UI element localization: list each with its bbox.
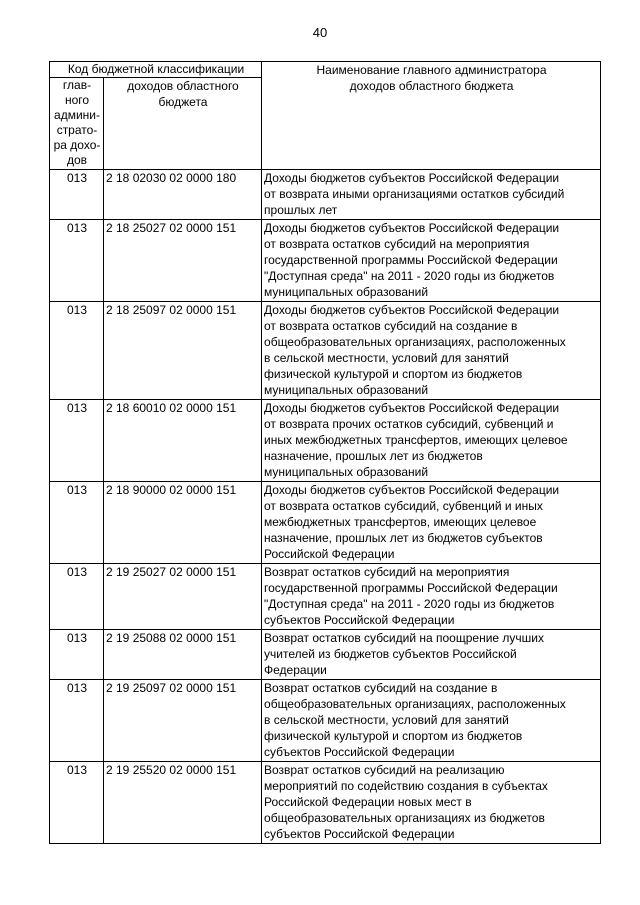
name-line: Российской Федерации новых мест в — [264, 795, 472, 809]
name-line: прошлых лет — [264, 203, 338, 217]
header-row-group — [50, 62, 601, 78]
header-admin-line: ного — [64, 93, 90, 107]
income-code-cell: 2 19 25097 02 0000 151 — [104, 680, 262, 762]
name-line: физической культурой и спортом из бюджетов — [264, 729, 523, 743]
name-line: общеобразовательных организациях из бюджетов — [264, 811, 545, 825]
name-line: физической культурой и спортом из бюджетов — [264, 367, 523, 381]
name-line: "Доступная среда" на 2011 - 2020 годы из бюджетов — [264, 597, 555, 611]
header-admin-line: дов — [66, 153, 88, 167]
admin-code-cell: 013 — [50, 564, 104, 630]
header-admin-line: страто- — [56, 123, 98, 137]
name-line: Возврат остатков субсидий на реализацию — [264, 763, 505, 777]
name-line: назначение, прошлых лет из бюджетов субъектов — [264, 531, 543, 545]
name-line: Возврат остатков субсидий на поощрение лучших — [264, 631, 544, 645]
name-line: Доходы бюджетов субъектов Российской Федерации — [264, 221, 560, 235]
admin-code-cell: 013 — [50, 302, 104, 400]
header-budget-classification-code: Код бюджетной классификации — [50, 62, 262, 78]
name-line: Доходы бюджетов субъектов Российской Федерации — [264, 303, 560, 317]
table-row — [50, 170, 601, 220]
header-income-line: доходов областного — [127, 79, 239, 93]
name-line: Доходы бюджетов субъектов Российской Федерации — [264, 171, 560, 185]
name-line: муниципальных образований — [264, 465, 429, 479]
income-name-cell — [262, 564, 601, 630]
name-line: Доходы бюджетов субъектов Российской Федерации — [264, 401, 560, 415]
header-name-line: доходов областного бюджета — [349, 79, 514, 93]
name-line: государственной программы Российской Федерации — [264, 253, 558, 267]
table-row — [50, 680, 601, 762]
income-name-cell — [262, 680, 601, 762]
admin-code-cell: 013 — [50, 630, 104, 680]
admin-code-cell: 013 — [50, 482, 104, 564]
header-chief-administrator — [50, 78, 104, 170]
income-name-cell — [262, 762, 601, 844]
name-line: Доходы бюджетов субъектов Российской Федерации — [264, 483, 560, 497]
name-line: муниципальных образований — [264, 285, 429, 299]
header-admin-line: глав- — [62, 78, 92, 92]
income-name-cell — [262, 220, 601, 302]
table-row — [50, 482, 601, 564]
income-name-cell — [262, 482, 601, 564]
budget-classification-table — [49, 61, 601, 844]
header-administrator-name — [262, 62, 601, 170]
name-line: мероприятий по содействию создания в субъектах — [264, 779, 548, 793]
name-line: Федерации — [264, 663, 327, 677]
name-line: в сельской местности, условий для занятий — [264, 351, 509, 365]
name-line: в сельской местности, условий для занятий — [264, 713, 509, 727]
name-line: от возврата остатков субсидий на создание в — [264, 319, 518, 333]
name-line: от возврата остатков субсидий на мероприятия — [264, 237, 530, 251]
income-code-cell: 2 18 90000 02 0000 151 — [104, 482, 262, 564]
admin-code-cell: 013 — [50, 762, 104, 844]
table-row — [50, 400, 601, 482]
name-line: Российской Федерации — [264, 547, 395, 561]
page-number: 40 — [312, 25, 328, 40]
admin-code-cell: 013 — [50, 170, 104, 220]
income-name-cell — [262, 400, 601, 482]
income-name-cell — [262, 302, 601, 400]
table-row — [50, 564, 601, 630]
name-line: назначение, прошлых лет из бюджетов — [264, 449, 483, 463]
header-regional-budget-income — [104, 78, 262, 170]
name-line: "Доступная среда" на 2011 - 2020 годы из бюджетов — [264, 269, 555, 283]
name-line: общеобразовательных организациях, расположенных — [264, 335, 566, 349]
header-admin-line: ра дохо- — [53, 138, 101, 152]
name-line: от возврата прочих остатков субсидий, субвенций и — [264, 417, 554, 431]
name-line: муниципальных образований — [264, 383, 429, 397]
name-line: от возврата иными организациями остатков субсидий — [264, 187, 565, 201]
name-line: субъектов Российской Федерации — [264, 827, 455, 841]
admin-code-cell: 013 — [50, 680, 104, 762]
income-code-cell: 2 18 02030 02 0000 180 — [104, 170, 262, 220]
name-line: межбюджетных трансфертов, имеющих целевое — [264, 515, 537, 529]
table-row — [50, 762, 601, 844]
header-admin-line: админи- — [54, 108, 100, 122]
income-name-cell — [262, 630, 601, 680]
income-code-cell: 2 19 25520 02 0000 151 — [104, 762, 262, 844]
table-row — [50, 630, 601, 680]
income-code-cell: 2 19 25088 02 0000 151 — [104, 630, 262, 680]
name-line: субъектов Российской Федерации — [264, 745, 455, 759]
name-line: общеобразовательных организациях, расположенных — [264, 697, 566, 711]
name-line: Возврат остатков субсидий на мероприятия — [264, 565, 510, 579]
admin-code-cell: 013 — [50, 220, 104, 302]
name-line: субъектов Российской Федерации — [264, 613, 455, 627]
name-line: Возврат остатков субсидий на создание в — [264, 681, 498, 695]
income-code-cell: 2 18 25027 02 0000 151 — [104, 220, 262, 302]
income-code-cell: 2 18 25097 02 0000 151 — [104, 302, 262, 400]
name-line: от возврата остатков субсидий, субвенций и иных — [264, 499, 543, 513]
header-income-line: бюджета — [158, 95, 208, 109]
admin-code-cell: 013 — [50, 400, 104, 482]
income-code-cell: 2 18 60010 02 0000 151 — [104, 400, 262, 482]
name-line: государственной программы Российской Федерации — [264, 581, 558, 595]
name-line: иных межбюджетных трансфертов, имеющих целевое — [264, 433, 568, 447]
table-row — [50, 220, 601, 302]
income-code-cell: 2 19 25027 02 0000 151 — [104, 564, 262, 630]
table-row — [50, 302, 601, 400]
income-name-cell — [262, 170, 601, 220]
name-line: учителей из бюджетов субъектов Российской — [264, 647, 517, 661]
header-name-line: Наименование главного администратора — [316, 63, 547, 77]
